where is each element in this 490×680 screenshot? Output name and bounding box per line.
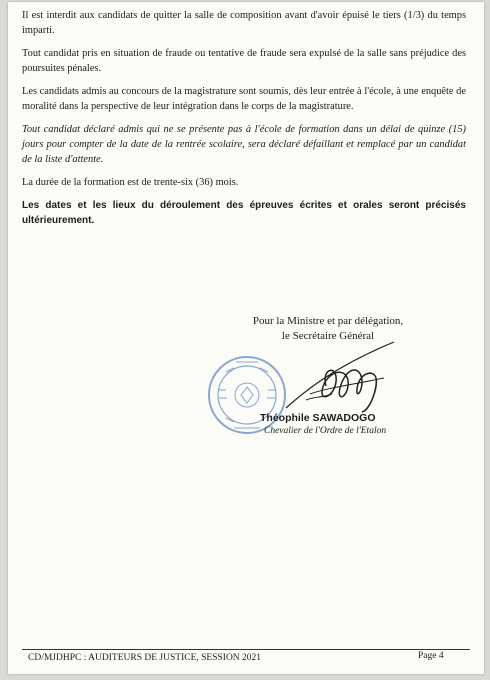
signer-title: Chevalier de l'Ordre de l'Etalon xyxy=(264,426,387,436)
paragraph-default-rule: Tout candidat déclaré admis qui ne se présente pas à l'école de formation dans un délai de quinze (15) jours pour compter de la date de la rentrée scolaire, sera déclaré défaillant et remplacé par un candidat de la liste d'attente. xyxy=(22,124,466,165)
paragraph-training-duration: La durée de la formation est de trente-six (36) mois. xyxy=(22,177,239,188)
signer-name: Théophile SAWADOGO xyxy=(260,412,376,424)
body-text xyxy=(22,8,466,236)
paragraph-morality-inquiry: Les candidats admis au concours de la magistrature sont soumis, dès leur entrée à l'école, à une enquête de moralité dans la perspective de leur intégration dans le corps de la magistrature. xyxy=(22,86,466,112)
document-page xyxy=(8,2,484,674)
paragraph-dates-notice: Les dates et les lieux du déroulement des épreuves écrites et orales seront précisés ultérieurement. xyxy=(22,200,466,226)
paragraph-time-rule: Il est interdit aux candidats de quitter la salle de composition avant d'avoir épuisé le tiers (1/3) du temps imparti. xyxy=(22,10,466,36)
handwritten-signature-icon xyxy=(266,338,406,418)
signature-delegation-line: Pour la Ministre et par délégation, xyxy=(252,315,404,327)
footer-divider xyxy=(22,649,470,650)
footer-reference: CD/MJDHPC : AUDITEURS DE JUSTICE, SESSION 2021 xyxy=(28,653,262,663)
signature-role-line: le Secrétaire Général xyxy=(281,330,375,342)
paragraph-fraud-rule: Tout candidat pris en situation de fraude ou tentative de fraude sera expulsé de la salle sans préjudice des poursuites pénales. xyxy=(22,48,466,74)
page-number: Page 4 xyxy=(418,651,444,661)
